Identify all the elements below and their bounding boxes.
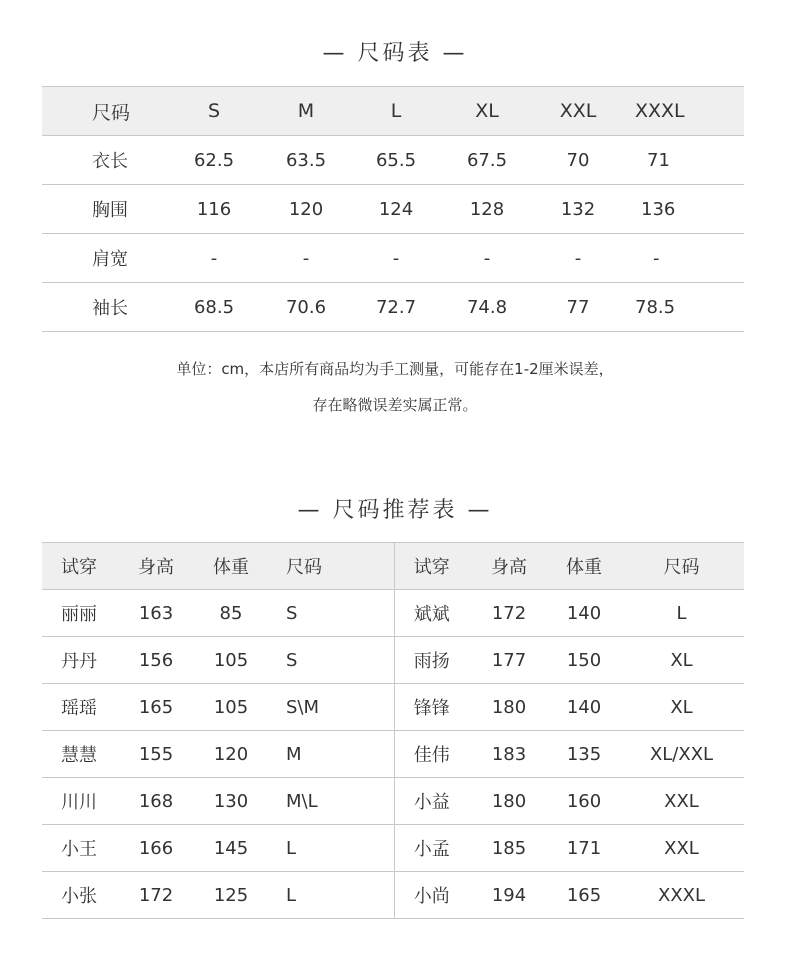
table-cell: 78.5 [622,283,744,332]
table-row [42,825,744,872]
tester-name: 锋锋 [394,684,469,731]
table-cell: XL [619,637,744,684]
table-cell: 140 [549,684,619,731]
header-cell: M [260,87,352,136]
table-cell: 70 [534,136,622,185]
header-cell: 尺码 [42,87,168,136]
table-cell: XXXL [619,872,744,919]
tester-name: 川川 [42,778,116,825]
table-cell: 72.7 [352,283,440,332]
table-cell: S\M [266,684,394,731]
table-cell: XXL [619,825,744,872]
recommend-chart-title: — 尺码推荐表 — [297,498,493,523]
table-cell: - [440,234,534,283]
size-chart-title: — 尺码表 — [322,41,468,66]
table-cell: 140 [549,590,619,637]
table-cell: 172 [469,590,549,637]
table-cell: 63.5 [260,136,352,185]
table-cell: 105 [196,684,266,731]
table-cell: 194 [469,872,549,919]
table-cell: - [260,234,352,283]
tester-name: 小王 [42,825,116,872]
table-row [42,778,744,825]
table-cell: 85 [196,590,266,637]
table-row [42,731,744,778]
table-cell: 136 [622,185,744,234]
table-cell: 120 [260,185,352,234]
header-cell: 尺码 [266,543,394,590]
table-cell: M [266,731,394,778]
table-cell: XL [619,684,744,731]
tester-name: 小益 [394,778,469,825]
row-label: 肩宽 [42,234,168,283]
table-cell: - [622,234,744,283]
table-cell: 155 [116,731,196,778]
table-cell: - [168,234,260,283]
table-cell: S [266,590,394,637]
table-row [42,872,744,919]
header-cell: S [168,87,260,136]
measurement-note: 单位：cm，本店所有商品均为手工测量，可能存在1-2厘米误差， [176,360,614,378]
table-cell: 165 [549,872,619,919]
table-cell: 172 [116,872,196,919]
table-cell: 171 [549,825,619,872]
header-cell: 试穿 [394,543,469,590]
table-cell: 71 [622,136,744,185]
table-cell: L [619,590,744,637]
header-cell: 身高 [469,543,549,590]
tester-name: 丽丽 [42,590,116,637]
header-cell: 体重 [549,543,619,590]
recommend-chart-table [42,542,744,919]
table-cell: 177 [469,637,549,684]
row-label: 衣长 [42,136,168,185]
tester-name: 佳伟 [394,731,469,778]
tester-name: 小尚 [394,872,469,919]
measurement-note: 存在略微误差实属正常。 [312,396,478,414]
table-cell: 160 [549,778,619,825]
table-row [42,637,744,684]
tester-name: 慧慧 [42,731,116,778]
table-row [42,590,744,637]
tester-name: 雨扬 [394,637,469,684]
header-cell: 试穿 [42,543,116,590]
table-cell: 168 [116,778,196,825]
header-cell: 尺码 [619,543,744,590]
table-cell: 74.8 [440,283,534,332]
table-cell: 156 [116,637,196,684]
table-cell: 165 [116,684,196,731]
table-cell: - [534,234,622,283]
table-cell: 166 [116,825,196,872]
size-chart-header-row [42,87,744,136]
table-cell: 185 [469,825,549,872]
table-row [42,136,744,185]
table-cell: 125 [196,872,266,919]
table-cell: 130 [196,778,266,825]
recommend-header-row [42,543,744,590]
table-cell: 65.5 [352,136,440,185]
table-cell: L [266,872,394,919]
table-cell: M\L [266,778,394,825]
tester-name: 斌斌 [394,590,469,637]
tester-name: 丹丹 [42,637,116,684]
header-cell: XXL [534,87,622,136]
header-cell: 身高 [116,543,196,590]
header-cell: L [352,87,440,136]
header-cell: XL [440,87,534,136]
table-cell: 135 [549,731,619,778]
table-row [42,234,744,283]
table-cell: 77 [534,283,622,332]
table-cell: XXL [619,778,744,825]
tester-name: 瑶瑶 [42,684,116,731]
table-cell: S [266,637,394,684]
table-cell: 70.6 [260,283,352,332]
table-row [42,283,744,332]
table-cell: 132 [534,185,622,234]
table-cell: 68.5 [168,283,260,332]
table-cell: 120 [196,731,266,778]
table-cell: 163 [116,590,196,637]
table-cell: 180 [469,778,549,825]
tester-name: 小张 [42,872,116,919]
table-cell: 128 [440,185,534,234]
table-cell: XL/XXL [619,731,744,778]
table-cell: 124 [352,185,440,234]
table-cell: 145 [196,825,266,872]
table-cell: 183 [469,731,549,778]
table-cell: 116 [168,185,260,234]
table-cell: - [352,234,440,283]
row-label: 胸围 [42,185,168,234]
table-cell: L [266,825,394,872]
header-cell: 体重 [196,543,266,590]
table-row [42,684,744,731]
table-cell: 105 [196,637,266,684]
tester-name: 小孟 [394,825,469,872]
header-cell: XXXL [622,87,744,136]
table-cell: 67.5 [440,136,534,185]
row-label: 袖长 [42,283,168,332]
table-cell: 62.5 [168,136,260,185]
table-cell: 180 [469,684,549,731]
table-row [42,185,744,234]
table-cell: 150 [549,637,619,684]
size-chart-table [42,86,744,332]
